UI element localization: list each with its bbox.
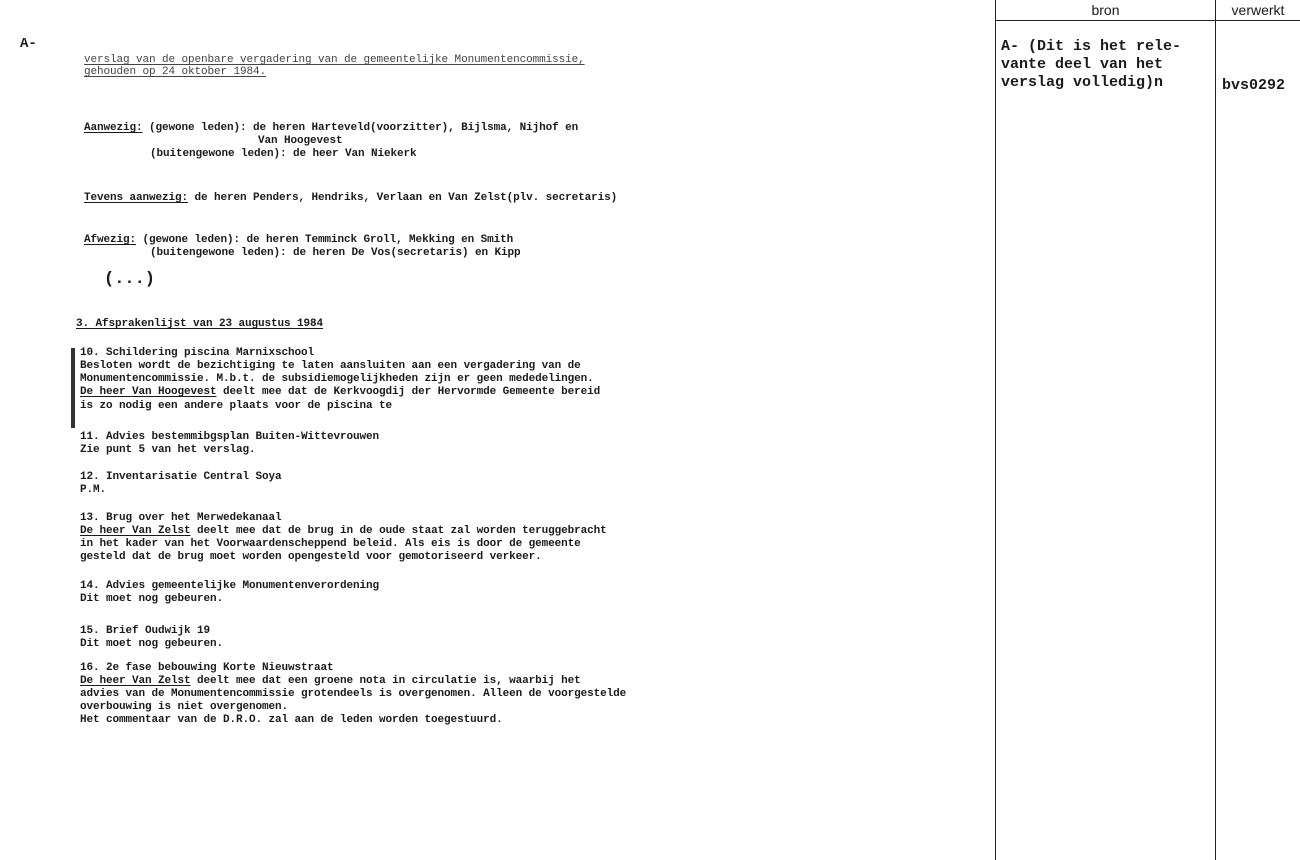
item-16-line: overbouwing is niet overgenomen.: [80, 701, 289, 713]
table-divider: [1215, 0, 1216, 860]
bron-cell: A- (Dit is het rele- vante deel van het verslag volledig)n: [1001, 38, 1182, 91]
afwezig-label: Afwezig:: [84, 234, 137, 246]
table-border-left: [995, 0, 996, 860]
item-14-line: Dit moet nog gebeuren.: [80, 593, 224, 605]
margin-bar: [71, 348, 75, 428]
aanwezig-line-3: (buitengewone leden): de heer Van Niekerk: [150, 148, 417, 160]
item-10-text: deelt mee dat de Kerkvoogdij der Hervormde Gemeente bereid: [216, 386, 601, 398]
item-10-line: is zo nodig een andere plaats voor de piscina te: [80, 400, 393, 412]
item-13-title: 13. Brug over het Merwedekanaal: [80, 512, 282, 524]
aanwezig-line-2: Van Hoogevest: [258, 135, 343, 147]
aanwezig-label: Aanwezig:: [84, 122, 143, 134]
item-12-title: 12. Inventarisatie Central Soya: [80, 471, 282, 483]
afwezig-line-1: [84, 234, 513, 247]
title-line-2: gehouden op 24 oktober 1984.: [84, 66, 267, 78]
header-bron: bron: [1091, 2, 1120, 18]
item-16-line: Het commentaar van de D.R.O. zal aan de leden worden toegestuurd.: [80, 714, 503, 726]
margin-label: A-: [20, 36, 37, 52]
item-15-title: 15. Brief Oudwijk 19: [80, 625, 211, 637]
item-12-line: P.M.: [80, 484, 107, 496]
tevens-aanwezig: [84, 192, 617, 205]
header-verwerkt: verwerkt: [1231, 2, 1285, 18]
item-15-line: Dit moet nog gebeuren.: [80, 638, 224, 650]
item-13-text: deelt mee dat de brug in de oude staat zal worden teruggebracht: [190, 525, 607, 537]
tevens-text: de heren Penders, Hendriks, Verlaan en Van Zelst(plv. secretaris): [188, 192, 618, 204]
aanwezig-line-1: [84, 122, 578, 135]
item-16-line: advies van de Monumentencommissie grotendeels is overgenomen. Alleen de voorgestelde: [80, 688, 627, 700]
item-13-line: [80, 525, 607, 538]
ellipsis: (...): [104, 270, 156, 289]
speaker: De heer Van Zelst: [80, 525, 191, 537]
item-16-line: [80, 675, 581, 688]
item-16-title: 16. 2e fase bebouwing Korte Nieuwstraat: [80, 662, 334, 674]
item-10-line: [80, 386, 600, 399]
item-10-line: Besloten wordt de bezichtiging te laten aansluiten aan een vergadering van de: [80, 360, 581, 372]
speaker: De heer Van Zelst: [80, 675, 191, 687]
item-10-title: 10. Schildering piscina Marnixschool: [80, 347, 315, 359]
tevens-label: Tevens aanwezig:: [84, 192, 189, 204]
item-13-line: in het kader van het Voorwaardenscheppend beleid. Als eis is door de gemeente: [80, 538, 581, 550]
item-16-text: deelt mee dat een groene nota in circulatie is, waarbij het: [190, 675, 581, 687]
speaker: De heer Van Hoogevest: [80, 386, 217, 398]
aanwezig-text: (gewone leden): de heren Harteveld(voorzitter), Bijlsma, Nijhof en: [142, 122, 579, 134]
title-line-1: verslag van de openbare vergadering van de gemeentelijke Monumentencommissie,: [84, 54, 585, 66]
item-11-title: 11. Advies bestemmibgsplan Buiten-Wittevrouwen: [80, 431, 380, 443]
verwerkt-cell: bvs0292: [1222, 77, 1286, 94]
item-13-line: gesteld dat de brug moet worden opengesteld voor gemotoriseerd verkeer.: [80, 551, 542, 563]
afwezig-text: (gewone leden): de heren Temminck Groll, Mekking en Smith: [136, 234, 514, 246]
item-14-title: 14. Advies gemeentelijke Monumentenverordening: [80, 580, 380, 592]
item-11-line: Zie punt 5 van het verslag.: [80, 444, 256, 456]
item-10-line: Monumentencommissie. M.b.t. de subsidiemogelijkheden zijn er geen mededelingen.: [80, 373, 594, 385]
afwezig-line-2: (buitengewone leden): de heren De Vos(secretaris) en Kipp: [150, 247, 521, 259]
table-header-line: [995, 20, 1300, 21]
section-heading: 3. Afsprakenlijst van 23 augustus 1984: [76, 318, 324, 330]
